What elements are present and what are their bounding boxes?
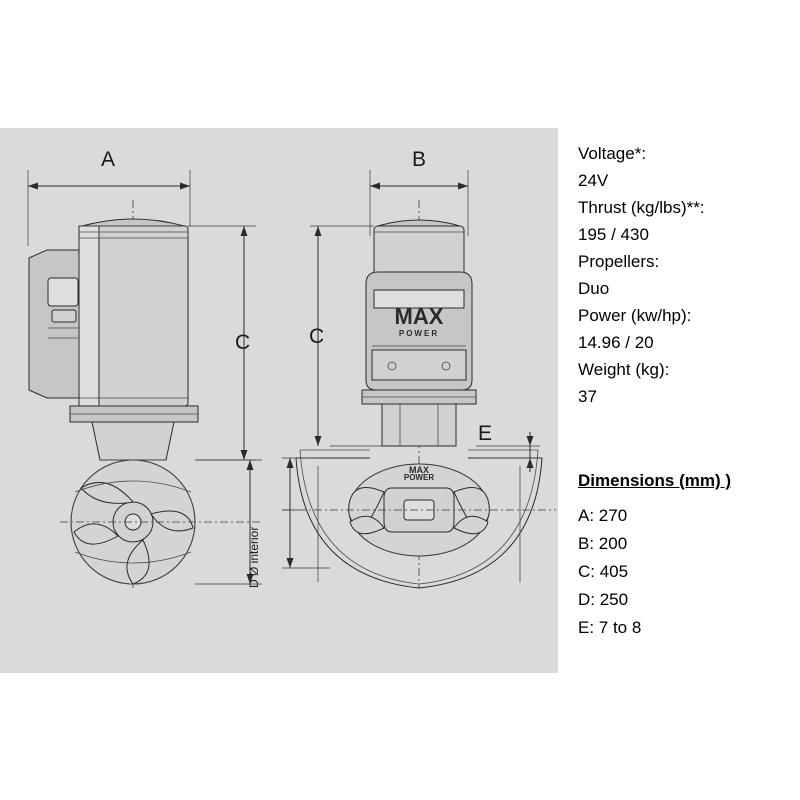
dimension-label-d-interior: D Ø interior — [247, 526, 261, 588]
brand-logo-small-bottom: MAX — [409, 465, 429, 475]
spec-list — [578, 140, 798, 410]
dimension-label-c-right: C — [309, 325, 325, 348]
spec-value-thrust: 195 / 430 — [578, 225, 649, 244]
spec-value-weight: 37 — [578, 387, 597, 406]
spec-label-propellers: Propellers: — [578, 252, 660, 271]
dimension-label-a: A — [101, 148, 116, 171]
specifications-panel — [558, 128, 800, 673]
dimension-item-a: A: 270 — [578, 506, 628, 525]
dimensions-heading: Dimensions (mm) ) — [578, 471, 732, 490]
spec-value-power: 14.96 / 20 — [578, 333, 654, 352]
thruster-drawing — [0, 128, 558, 673]
dimension-label-c-left: C — [235, 331, 251, 354]
dimension-tunnel-right-arrow — [282, 458, 330, 568]
spec-label-thrust: Thrust (kg/lbs)**: — [578, 198, 705, 217]
dimension-item-d: D: 250 — [578, 590, 629, 609]
brand-logo-main: MAX — [394, 304, 444, 329]
brand-logo-small-top: POWER — [403, 473, 435, 482]
spec-label-voltage: Voltage*: — [578, 144, 647, 163]
spec-value-voltage: 24V — [578, 171, 609, 190]
spec-label-power: Power (kw/hp): — [578, 306, 692, 325]
dimension-label-b: B — [412, 148, 427, 171]
spec-value-propellers: Duo — [578, 279, 610, 298]
dimension-label-e: E — [478, 422, 493, 445]
dimension-item-e: E: 7 to 8 — [578, 618, 642, 637]
spec-label-weight: Weight (kg): — [578, 360, 670, 379]
dimensions-list — [578, 502, 798, 642]
technical-drawing-panel — [0, 128, 558, 673]
dimension-item-c: C: 405 — [578, 562, 629, 581]
brand-logo-sub: POWER — [398, 329, 440, 338]
dimension-item-b: B: 200 — [578, 534, 628, 553]
